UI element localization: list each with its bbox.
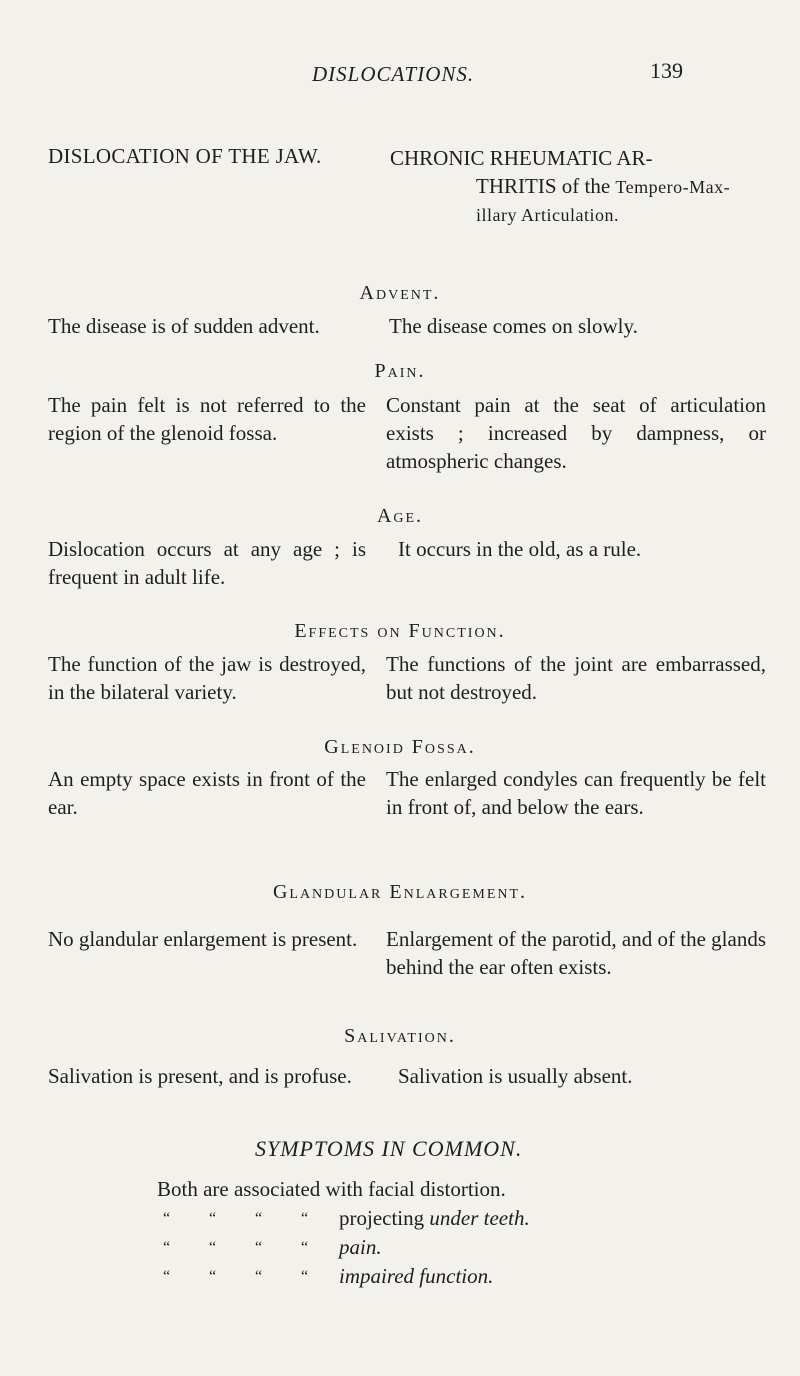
right-heading-line-2	[390, 172, 780, 201]
pain-right-text: Constant pain at the seat of articulation exists ; increased by dampness, or atmospheric changes.	[386, 393, 766, 473]
symptom-italic-text: under teeth.	[429, 1206, 530, 1230]
age-right-text: It occurs in the old, as a rule.	[398, 537, 642, 561]
glenoid-left-text: An empty space exists in front of the ear.	[48, 767, 366, 819]
section-title-glenoid-fossa: Glenoid Fossa.	[324, 736, 476, 758]
advent-left-text: The disease is of sudden advent.	[48, 314, 320, 338]
glandular-right-text: Enlargement of the parotid, and of the glands behind the ear often exists.	[386, 927, 766, 979]
salivation-right-text: Salivation is usually absent.	[398, 1064, 633, 1088]
function-right-text: The functions of the joint are embarrassed, but not destroyed.	[386, 652, 766, 704]
section-title-advent: Advent.	[359, 282, 441, 304]
glandular-left-text: No glandular enlargement is present.	[48, 927, 358, 951]
symptoms-list	[157, 1175, 530, 1291]
right-column-heading	[390, 144, 780, 229]
symptom-plain-text: projecting	[339, 1206, 425, 1230]
right-heading-smallcaps-1: Tempero-Max-	[615, 177, 731, 197]
symptom-row	[157, 1262, 530, 1291]
salivation-left-text: Salivation is present, and is profuse.	[48, 1064, 352, 1088]
left-column-heading: DISLOCATION OF THE JAW.	[48, 144, 322, 168]
symptom-row	[157, 1233, 530, 1262]
right-heading-prefix: THRITIS of the	[476, 174, 616, 198]
section-title-glandular-enlargement: Glandular Enlargement.	[272, 881, 528, 903]
symptom-row	[157, 1204, 530, 1233]
section-title-effects-on-function: Effects on Function.	[294, 620, 506, 642]
running-head: DISLOCATIONS.	[312, 62, 475, 86]
right-heading-line-3: illary Articulation.	[476, 205, 619, 225]
right-heading-line-1: CHRONIC RHEUMATIC AR-	[390, 146, 653, 170]
ditto-marks: “ “ “ “	[163, 1210, 313, 1227]
symptoms-in-common-title: SYMPTOMS IN COMMON.	[255, 1136, 523, 1161]
advent-right-text: The disease comes on slowly.	[389, 314, 638, 338]
page-number: 139	[650, 58, 683, 83]
ditto-marks: “ “ “ “	[163, 1268, 313, 1285]
section-title-age: Age.	[376, 505, 424, 527]
symptom-italic-text: pain.	[339, 1235, 382, 1259]
glenoid-right-text: The enlarged condyles can frequently be felt in front of, and below the ears.	[386, 767, 766, 819]
section-title-pain: Pain.	[374, 360, 426, 382]
symptom-italic-text: impaired function.	[339, 1264, 494, 1288]
age-left-text: Dislocation occurs at any age ; is frequent in adult life.	[48, 537, 366, 589]
section-title-salivation: Salivation.	[344, 1025, 456, 1047]
symptoms-first-line: Both are associated with facial distortion.	[157, 1177, 506, 1201]
pain-left-text: The pain felt is not referred to the region of the glenoid fossa.	[48, 393, 366, 445]
function-left-text: The function of the jaw is destroyed, in the bilateral variety.	[48, 652, 366, 704]
ditto-marks: “ “ “ “	[163, 1239, 313, 1256]
